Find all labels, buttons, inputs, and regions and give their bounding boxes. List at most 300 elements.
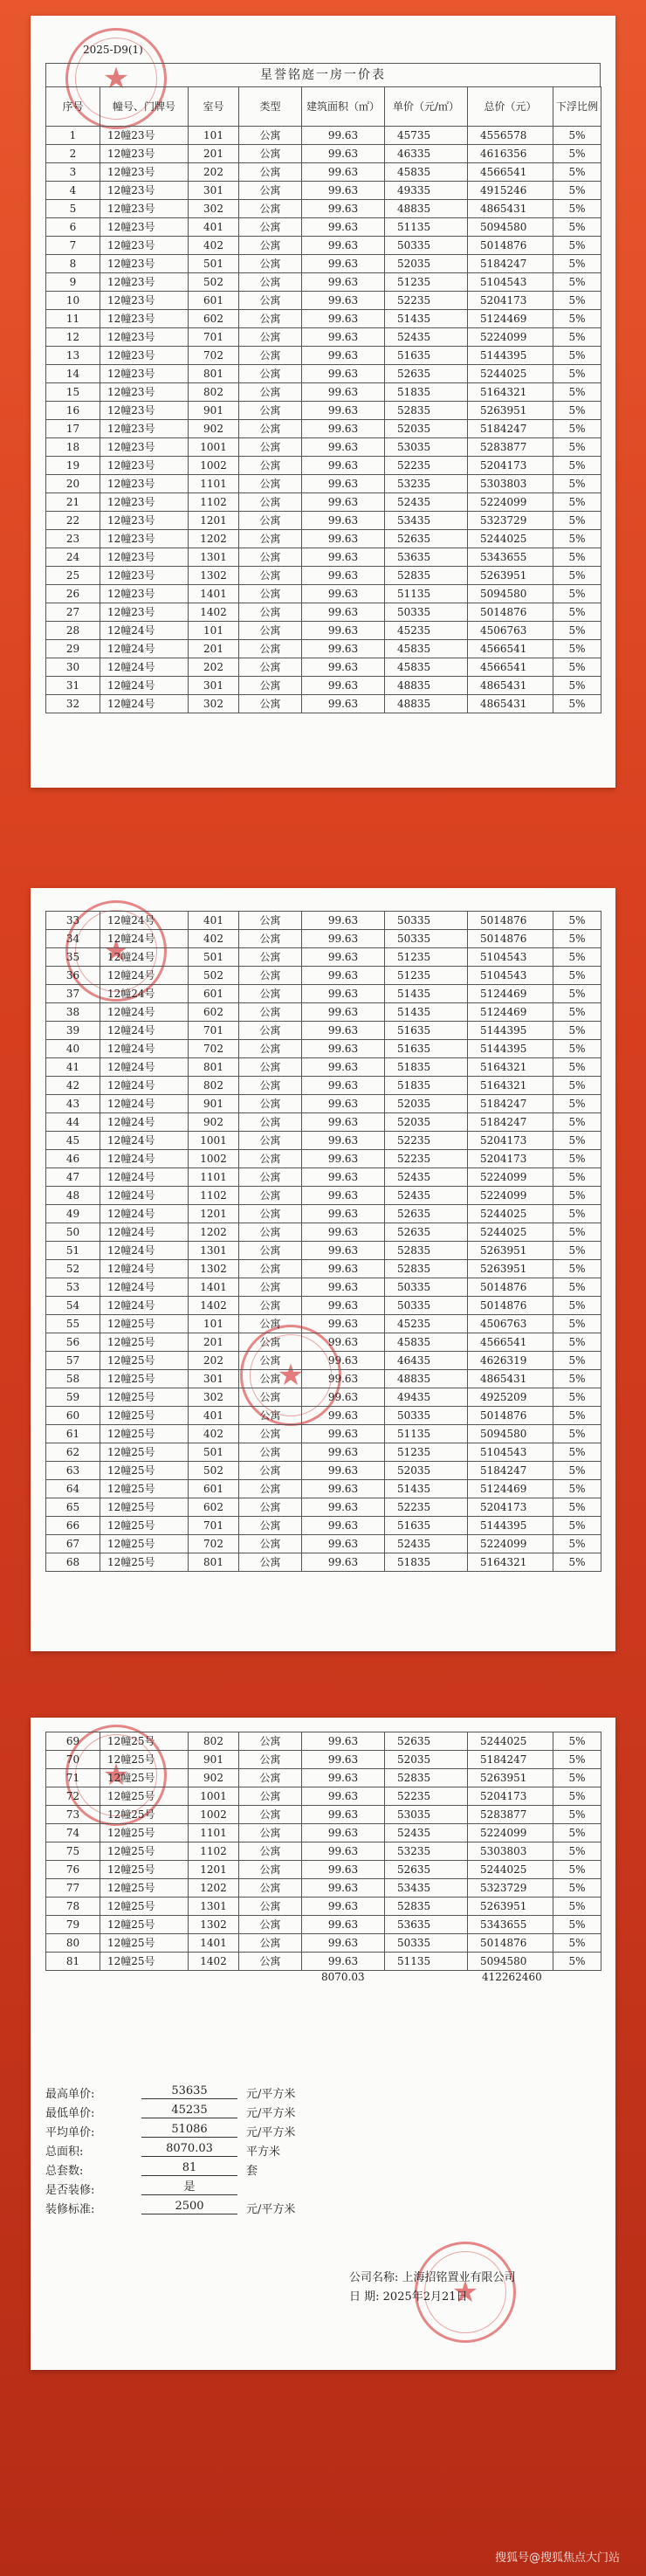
table-cell: 公寓 [239,237,302,255]
table-cell: 4865431 [468,677,553,695]
table-cell: 公寓 [239,1352,302,1370]
table-cell: 48835 [385,1370,468,1388]
table-cell: 5% [553,438,601,457]
table-cell: 1302 [189,567,239,585]
table-cell: 5% [553,182,601,200]
table-cell: 701 [189,1517,239,1535]
table-cell: 公寓 [239,1751,302,1769]
table-cell: 公寓 [239,1278,302,1297]
table-cell: 99.63 [302,930,385,948]
table-cell: 公寓 [239,1113,302,1132]
table-row [46,1769,601,1787]
table-row [46,548,601,567]
table-cell: 5% [553,985,601,1003]
table-cell: 5% [553,1168,601,1187]
table-cell: 公寓 [239,985,302,1003]
table-cell: 51635 [385,1022,468,1040]
table-cell: 1301 [189,1242,239,1260]
table-cell: 99.63 [302,218,385,237]
table-cell: 52035 [385,1462,468,1480]
table-cell: 11 [46,310,100,328]
table-cell: 64 [46,1480,100,1498]
table-cell: 99.63 [302,457,385,475]
table-cell: 51435 [385,985,468,1003]
table-cell: 99.63 [302,1242,385,1260]
table-cell: 公寓 [239,512,302,530]
table-cell: 53435 [385,512,468,530]
table-cell: 52835 [385,567,468,585]
table-cell: 99.63 [302,1370,385,1388]
table-row [46,1443,601,1462]
table-cell: 5% [553,1095,601,1113]
table-cell: 5% [553,967,601,985]
table-cell: 52635 [385,530,468,548]
table-cell: 99.63 [302,548,385,567]
table-row [46,457,601,475]
table-cell: 公寓 [239,530,302,548]
table-cell: 99.63 [302,530,385,548]
table-cell: 1102 [189,1187,239,1205]
table-cell: 12幢25号 [100,1535,189,1553]
table-cell: 1202 [189,1223,239,1242]
table-cell: 公寓 [239,493,302,512]
table-cell: 101 [189,622,239,640]
table-cell: 5% [553,200,601,218]
table-cell: 902 [189,1769,239,1787]
table-cell: 公寓 [239,200,302,218]
table-row [46,1861,601,1879]
table-cell: 5% [553,512,601,530]
table-cell: 5104543 [468,967,553,985]
table-cell: 5224099 [468,328,553,347]
table-row [46,695,601,713]
table-row [46,273,601,292]
table-cell: 99.63 [302,1040,385,1058]
table-cell: 401 [189,912,239,930]
table-cell: 公寓 [239,1333,302,1352]
table-cell: 5263951 [468,1260,553,1278]
table-row [46,1806,601,1824]
table-cell: 公寓 [239,1953,302,1971]
table-cell: 公寓 [239,1898,302,1916]
table-cell: 5224099 [468,493,553,512]
table-cell: 12幢24号 [100,1205,189,1223]
table-row [46,948,601,967]
table-cell: 12幢23号 [100,493,189,512]
table-cell: 5% [553,1425,601,1443]
table-cell: 14 [46,365,100,383]
table-cell: 12幢23号 [100,567,189,585]
table-cell: 9 [46,273,100,292]
table-cell: 51135 [385,218,468,237]
table-cell: 17 [46,420,100,438]
table-cell: 5204173 [468,1132,553,1150]
table-cell: 52635 [385,1861,468,1879]
price-sheet-page-2 [31,888,615,1651]
table-cell: 53 [46,1278,100,1297]
table-cell: 5% [553,912,601,930]
table-row [46,677,601,695]
table-cell: 99.63 [302,985,385,1003]
table-cell: 1302 [189,1916,239,1934]
table-cell: 37 [46,985,100,1003]
table-cell: 52635 [385,1732,468,1751]
header-cell: 下浮比例 [553,87,601,127]
watermark: 搜狐号@搜狐焦点大门站 [494,2552,620,2565]
total-area: 8070.03 [321,1971,365,1983]
table-cell: 12幢25号 [100,1315,189,1333]
table-cell: 12幢23号 [100,145,189,163]
table-cell: 5184247 [468,1462,553,1480]
table-cell: 1 [46,127,100,145]
table-cell: 5224099 [468,1535,553,1553]
table-cell: 99.63 [302,310,385,328]
table-cell: 公寓 [239,438,302,457]
table-cell: 12幢23号 [100,182,189,200]
table-cell: 802 [189,1732,239,1751]
table-cell: 63 [46,1462,100,1480]
table-cell: 43 [46,1095,100,1113]
table-cell: 5184247 [468,1095,553,1113]
table-cell: 公寓 [239,567,302,585]
table-cell: 12幢23号 [100,438,189,457]
table-cell: 1001 [189,1787,239,1806]
table-cell: 75 [46,1842,100,1861]
table-cell: 5% [553,1132,601,1150]
table-cell: 12幢23号 [100,237,189,255]
table-row [46,1223,601,1242]
table-cell: 902 [189,420,239,438]
table-row [46,1535,601,1553]
table-cell: 5124469 [468,310,553,328]
table-cell: 802 [189,383,239,402]
table-cell: 99.63 [302,1787,385,1806]
table-cell: 12幢25号 [100,1916,189,1934]
table-cell: 12幢23号 [100,310,189,328]
table-cell: 公寓 [239,658,302,677]
table-cell: 802 [189,1077,239,1095]
table-cell: 99.63 [302,328,385,347]
table-cell: 5% [553,273,601,292]
table-cell: 公寓 [239,585,302,603]
table-cell: 12幢25号 [100,1842,189,1861]
table-row [46,493,601,512]
table-cell: 27 [46,603,100,622]
table-cell: 5% [553,1113,601,1132]
table-cell: 5014876 [468,1278,553,1297]
table-cell: 51235 [385,1443,468,1462]
table-cell: 4506763 [468,1315,553,1333]
table-cell: 1101 [189,1168,239,1187]
table-cell: 公寓 [239,182,302,200]
table-row [46,1278,601,1297]
table-cell: 502 [189,1462,239,1480]
table-cell: 702 [189,347,239,365]
table-cell: 76 [46,1861,100,1879]
table-cell: 5% [553,1205,601,1223]
summary-row: 平均单价: 51086 元/平方米 [45,2123,296,2139]
table-cell: 4925209 [468,1388,553,1407]
table-cell: 18 [46,438,100,457]
table-cell: 46335 [385,145,468,163]
table-cell: 12幢23号 [100,127,189,145]
table-cell: 6 [46,218,100,237]
table-cell: 26 [46,585,100,603]
table-cell: 49435 [385,1388,468,1407]
table-cell: 38 [46,1003,100,1022]
table-cell: 公寓 [239,1077,302,1095]
table-cell: 12幢24号 [100,1242,189,1260]
table-cell: 69 [46,1732,100,1751]
table-cell: 99.63 [302,200,385,218]
table-cell: 24 [46,548,100,567]
table-cell: 公寓 [239,1879,302,1898]
table-cell: 301 [189,677,239,695]
table-cell: 5343655 [468,548,553,567]
table-cell: 53035 [385,438,468,457]
table-cell: 公寓 [239,1370,302,1388]
table-cell: 1102 [189,1842,239,1861]
table-cell: 99.63 [302,420,385,438]
table-cell: 99.63 [302,127,385,145]
table-cell: 99.63 [302,1425,385,1443]
table-cell: 302 [189,200,239,218]
table-row [46,1407,601,1425]
table-cell: 5094580 [468,218,553,237]
table-cell: 12幢23号 [100,200,189,218]
table-cell: 501 [189,948,239,967]
table-cell: 公寓 [239,948,302,967]
table-cell: 5% [553,420,601,438]
table-cell: 99.63 [302,1297,385,1315]
table-cell: 1302 [189,1260,239,1278]
table-row [46,512,601,530]
table-cell: 50335 [385,1297,468,1315]
table-cell: 12幢25号 [100,1553,189,1572]
table-cell: 1002 [189,1806,239,1824]
price-table-body [46,127,601,713]
table-row [46,1187,601,1205]
table-cell: 33 [46,912,100,930]
table-cell: 99.63 [302,1150,385,1168]
header-cell: 室号 [189,87,239,127]
table-cell: 5% [553,475,601,493]
table-cell: 22 [46,512,100,530]
table-cell: 701 [189,1022,239,1040]
table-cell: 公寓 [239,1861,302,1879]
table-cell: 公寓 [239,1535,302,1553]
table-cell: 12幢23号 [100,512,189,530]
table-cell: 10 [46,292,100,310]
table-cell: 60 [46,1407,100,1425]
table-cell: 12幢24号 [100,658,189,677]
table-cell: 48835 [385,677,468,695]
table-cell: 23 [46,530,100,548]
table-cell: 99.63 [302,273,385,292]
table-cell: 99.63 [302,347,385,365]
table-cell: 1002 [189,1150,239,1168]
table-row [46,1916,601,1934]
table-cell: 36 [46,967,100,985]
table-cell: 公寓 [239,127,302,145]
table-cell: 602 [189,310,239,328]
table-cell: 99.63 [302,475,385,493]
table-row [46,1113,601,1132]
table-cell: 45835 [385,658,468,677]
table-cell: 4 [46,182,100,200]
table-cell: 公寓 [239,1187,302,1205]
table-cell: 12幢23号 [100,585,189,603]
table-cell: 12幢23号 [100,273,189,292]
table-row [46,237,601,255]
table-cell: 5% [553,622,601,640]
table-cell: 5224099 [468,1824,553,1842]
table-cell: 12幢25号 [100,1407,189,1425]
table-row [46,1003,601,1022]
table-cell: 5% [553,1333,601,1352]
table-cell: 51135 [385,1425,468,1443]
table-cell: 12幢24号 [100,1260,189,1278]
table-cell: 99.63 [302,1879,385,1898]
table-cell: 5% [553,603,601,622]
table-cell: 5164321 [468,383,553,402]
table-cell: 5094580 [468,1425,553,1443]
table-cell: 4616356 [468,145,553,163]
table-row [46,1315,601,1333]
table-cell: 5014876 [468,237,553,255]
table-cell: 51635 [385,1517,468,1535]
table-cell: 4865431 [468,200,553,218]
table-row [46,658,601,677]
table-cell: 公寓 [239,1242,302,1260]
table-cell: 12幢23号 [100,328,189,347]
table-cell: 5% [553,1934,601,1953]
table-cell: 52835 [385,1260,468,1278]
table-cell: 51635 [385,1040,468,1058]
table-cell: 5124469 [468,985,553,1003]
table-cell: 5% [553,548,601,567]
table-cell: 公寓 [239,1315,302,1333]
table-cell: 99.63 [302,145,385,163]
table-cell: 50335 [385,912,468,930]
table-cell: 5% [553,1953,601,1971]
table-cell: 42 [46,1077,100,1095]
table-cell: 25 [46,567,100,585]
table-row [46,1095,601,1113]
table-row [46,640,601,658]
table-cell: 公寓 [239,1095,302,1113]
table-cell: 51835 [385,383,468,402]
table-cell: 50335 [385,930,468,948]
company-label: 公司名称: [349,2271,399,2284]
table-cell: 12幢24号 [100,695,189,713]
table-cell: 公寓 [239,255,302,273]
table-cell: 公寓 [239,292,302,310]
table-cell: 602 [189,1498,239,1517]
table-cell: 52635 [385,1205,468,1223]
table-cell: 4865431 [468,1370,553,1388]
table-cell: 12幢25号 [100,1498,189,1517]
table-cell: 1401 [189,1934,239,1953]
table-cell: 51135 [385,1953,468,1971]
table-cell: 5104543 [468,948,553,967]
price-sheet-page-3 [31,1718,615,2370]
table-cell: 5283877 [468,1806,553,1824]
table-cell: 5% [553,1003,601,1022]
table-cell: 5094580 [468,1953,553,1971]
table-cell: 公寓 [239,1205,302,1223]
table-cell: 5% [553,1187,601,1205]
table-cell: 52035 [385,255,468,273]
table-cell: 101 [189,1315,239,1333]
table-cell: 1402 [189,1297,239,1315]
table-row [46,200,601,218]
table-cell: 15 [46,383,100,402]
table-cell: 12幢25号 [100,1934,189,1953]
table-cell: 5014876 [468,603,553,622]
table-cell: 12幢23号 [100,548,189,567]
table-cell: 53035 [385,1806,468,1824]
table-cell: 53235 [385,1842,468,1861]
table-cell: 5244025 [468,1205,553,1223]
table-cell: 77 [46,1879,100,1898]
table-row [46,1480,601,1498]
table-cell: 46 [46,1150,100,1168]
table-row [46,475,601,493]
table-cell: 52035 [385,1113,468,1132]
table-cell: 4865431 [468,695,553,713]
table-cell: 50335 [385,1278,468,1297]
table-cell: 12幢24号 [100,640,189,658]
table-cell: 50335 [385,1934,468,1953]
table-cell: 12幢24号 [100,1187,189,1205]
table-cell: 51635 [385,347,468,365]
table-cell: 12幢24号 [100,1223,189,1242]
table-cell: 公寓 [239,677,302,695]
table-cell: 12 [46,328,100,347]
table-cell: 52235 [385,1132,468,1150]
table-cell: 99.63 [302,1916,385,1934]
table-cell: 601 [189,1480,239,1498]
table-cell: 5283877 [468,438,553,457]
date-label: 日 期: [349,2290,380,2304]
table-cell: 5244025 [468,1732,553,1751]
table-cell: 5% [553,457,601,475]
table-cell: 12幢24号 [100,1168,189,1187]
table-cell: 2 [46,145,100,163]
table-cell: 20 [46,475,100,493]
table-cell: 8 [46,255,100,273]
table-cell: 5% [553,402,601,420]
table-cell: 702 [189,1535,239,1553]
table-cell: 公寓 [239,1022,302,1040]
table-cell: 12幢23号 [100,475,189,493]
table-cell: 12幢24号 [100,1095,189,1113]
table-cell: 公寓 [239,695,302,713]
table-cell: 601 [189,292,239,310]
table-row [46,1132,601,1150]
table-cell: 901 [189,1095,239,1113]
table-row [46,603,601,622]
table-cell: 5164321 [468,1077,553,1095]
table-cell: 5% [553,677,601,695]
table-row [46,1333,601,1352]
table-cell: 99.63 [302,585,385,603]
table-cell: 99.63 [302,1480,385,1498]
table-cell: 5% [553,383,601,402]
table-cell: 12幢24号 [100,985,189,1003]
table-cell: 51235 [385,948,468,967]
